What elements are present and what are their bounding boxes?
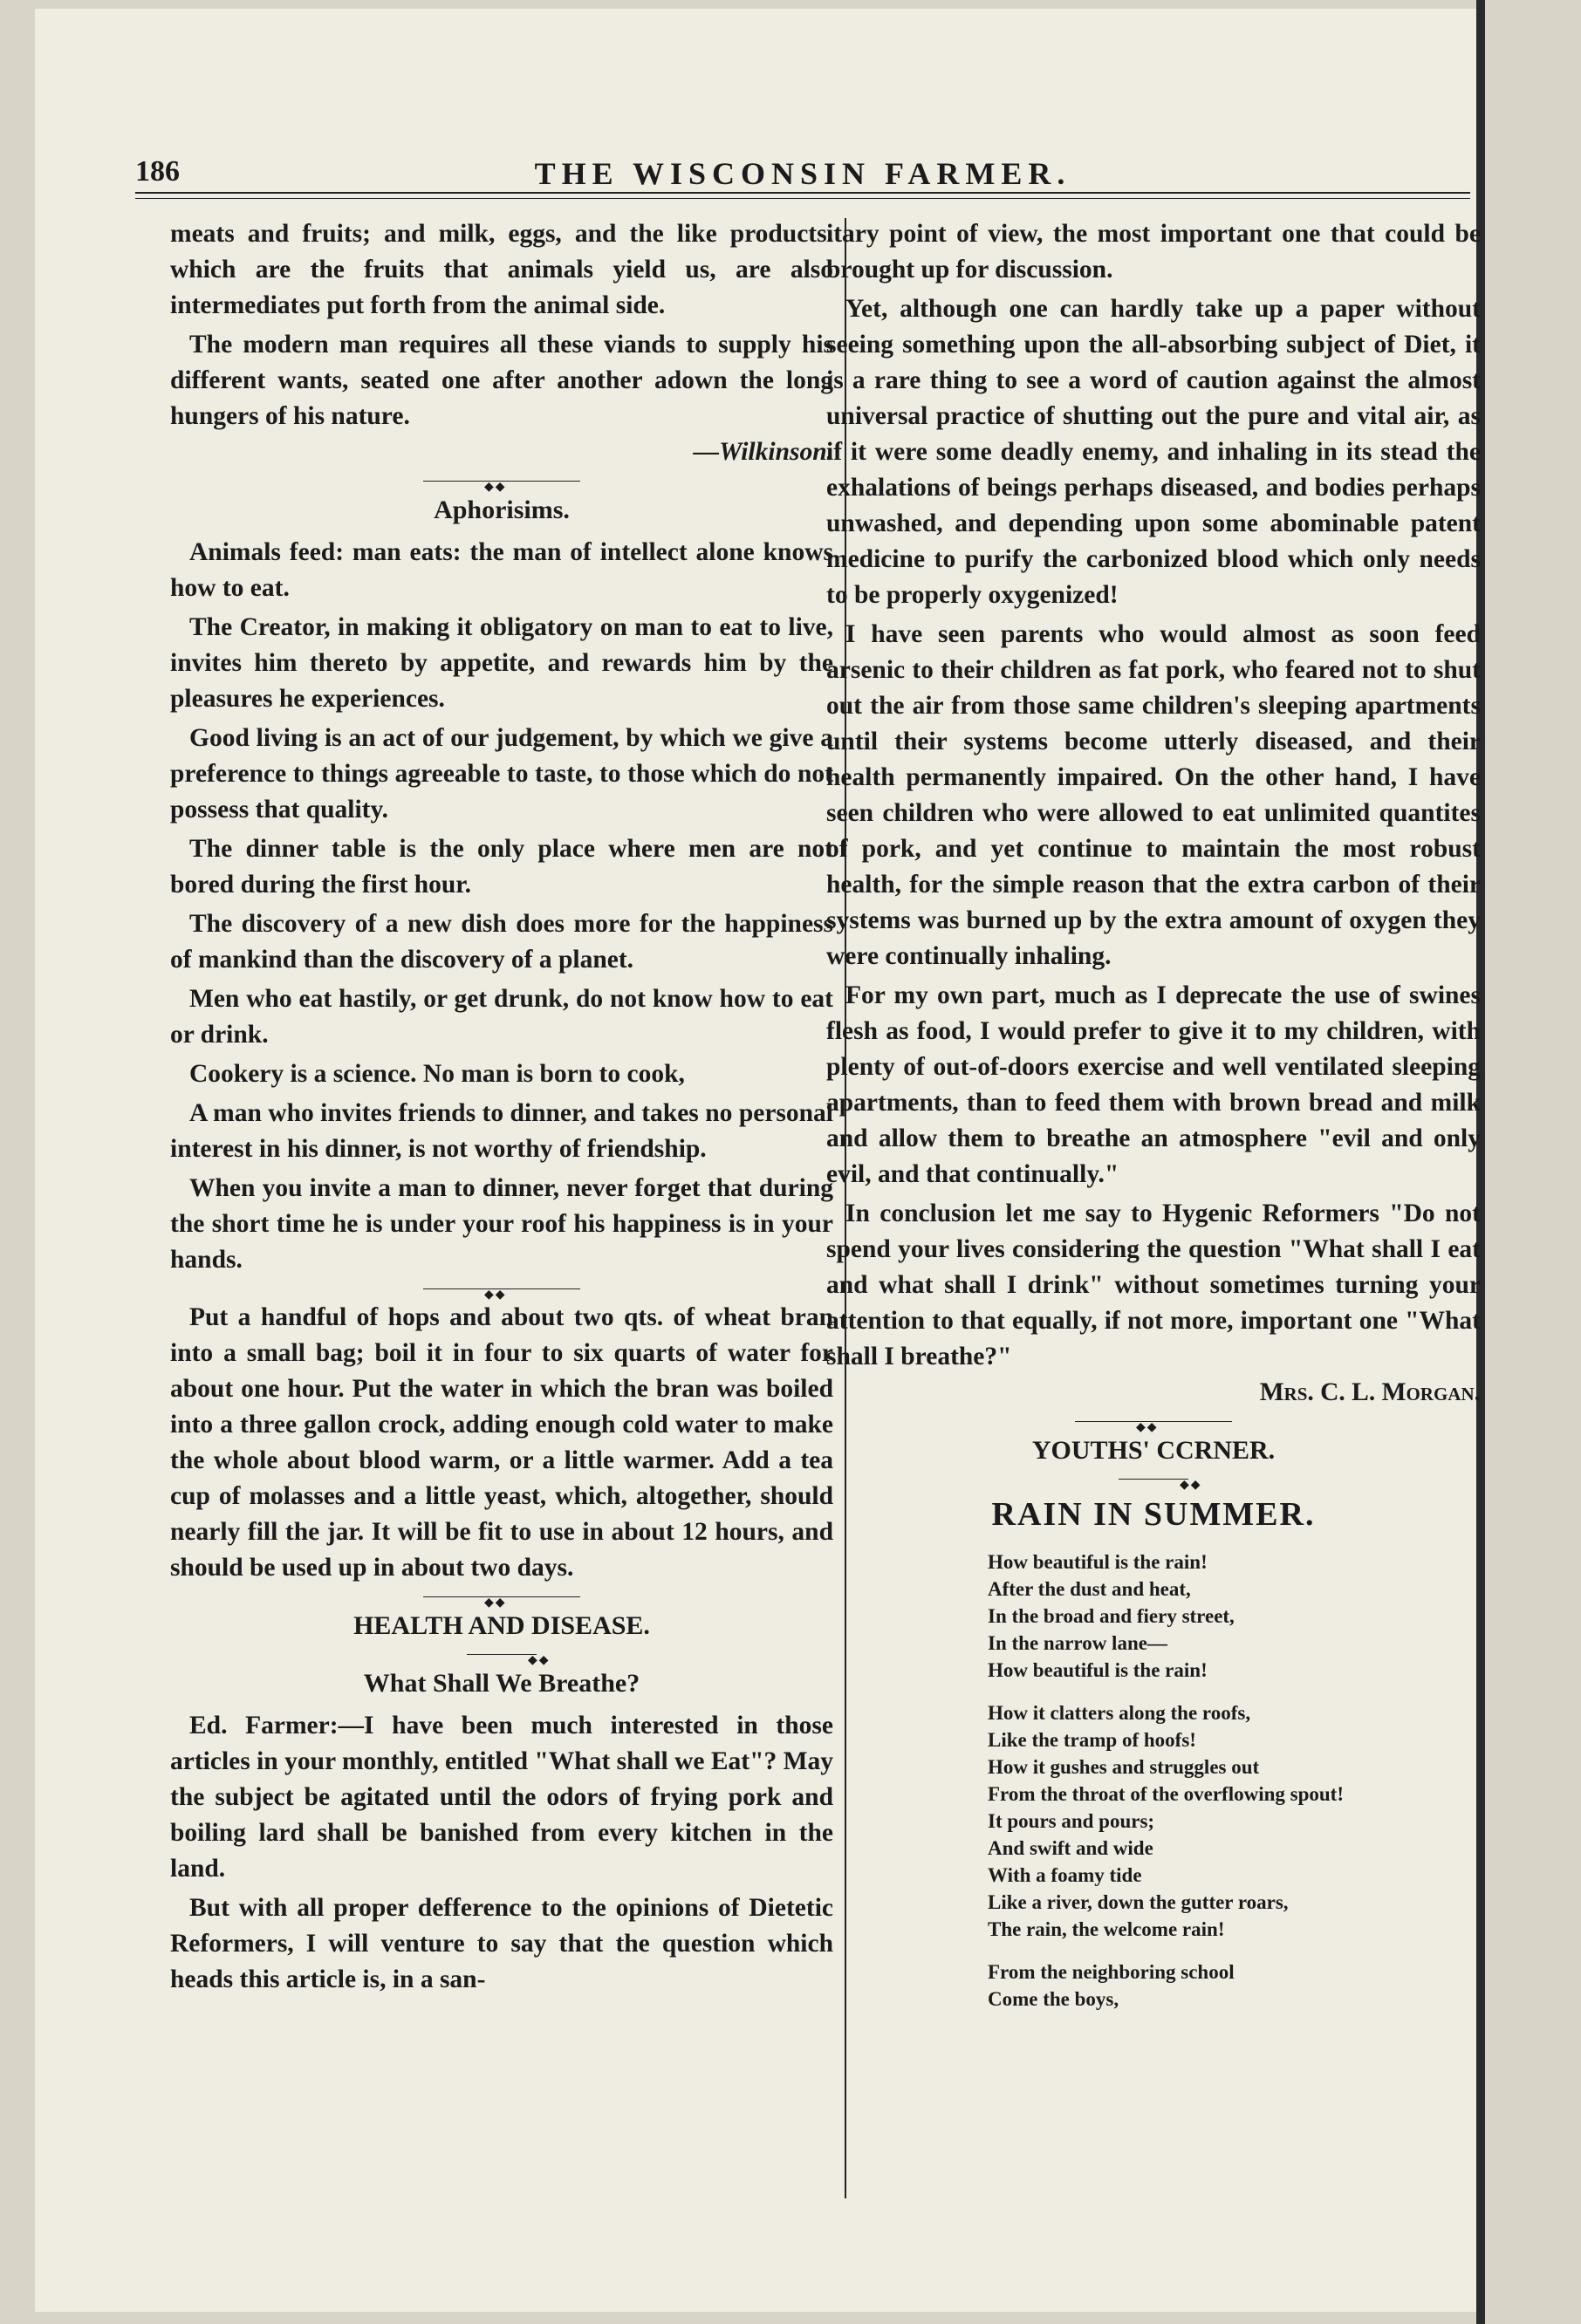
header-rule-thin: [135, 198, 1470, 199]
poem-line: How it gushes and struggles out: [988, 1756, 1260, 1778]
poem-line: How it clatters along the roofs,: [988, 1702, 1251, 1724]
poem-line: It pours and pours;: [988, 1810, 1155, 1832]
paragraph: Ed. Farmer:—I have been much interested in those articles in your monthly, entitled "What shall we Eat"? May the subject be agitated until the odors of frying pork and boiling lard shall be banished from every kitchen in the land.: [170, 1712, 833, 1883]
poem-line: How beautiful is the rain!: [988, 1659, 1208, 1681]
paragraph: But with all proper defference to the opinions of Dietetic Reformers, I will venture to say that the question which heads this article is, in a san-: [170, 1894, 833, 1993]
poem-line: Like a river, down the gutter roars,: [988, 1891, 1289, 1913]
aphorism: Animals feed: man eats: the man of intellect alone knows how to eat.: [170, 538, 833, 602]
aphorism: Cookery is a science. No man is born to cook,: [189, 1060, 685, 1088]
poem-line: With a foamy tide: [988, 1864, 1142, 1886]
signature: —Wilkinson.: [693, 438, 833, 466]
section-divider: [423, 1596, 580, 1597]
section-divider: [1075, 1421, 1232, 1422]
author-signature: Mrs. C. L. Morgan.: [1259, 1378, 1481, 1406]
poem-line: From the throat of the overflowing spout!: [988, 1783, 1344, 1805]
paragraph: In conclusion let me say to Hygenic Reformers "Do not spend your lives considering the question "What shall I eat and what shall I drink" without sometimes turning your attention to that equally, if not more, important one "What shall I breathe?": [826, 1200, 1481, 1370]
paragraph: Yet, although one can hardly take up a paper without seeing something upon the all-absorbing subject of Diet, it is a rare thing to see a word of caution against the almost universal practice of shutting out the pure and vital air, as if it were some deadly enemy, and inhaling in its stead the exhalations of beings perhaps diseased, and bodies perhaps unwashed, and depending upon some abominable patent medicine to purify the carbonized blood which only needs to be properly oxygenized!: [826, 295, 1481, 609]
poem-line: After the dust and heat,: [988, 1578, 1191, 1600]
poem-title: RAIN IN SUMMER.: [991, 1496, 1316, 1533]
section-divider: [1119, 1479, 1188, 1480]
section-heading: YOUTHS' CCRNER.: [1031, 1436, 1276, 1465]
right-column: [826, 216, 1481, 2028]
paragraph: itary point of view, the most important one that could be brought up for discussion.: [826, 220, 1481, 284]
section-divider: [423, 1288, 580, 1289]
recipe-paragraph: Put a handful of hops and about two qts. of wheat bran into a small bag; boil it in four to six quarts of water for about one hour. Put the water in which the bran was boiled into a three gallon crock, adding enough cold water to make the whole about blood warm, or a little warmer. Add a tea cup of molasses and a little yeast, which, altogether, should nearly fill the jar. It will be fit to use in about 12 hours, and should be used up in about two days.: [170, 1303, 833, 1582]
poem-line: From the neighboring school: [988, 1961, 1235, 1983]
poem-line: In the broad and fiery street,: [988, 1605, 1235, 1627]
page-number: 186: [135, 155, 180, 188]
aphorism: The Creator, in making it obligatory on man to eat to live, invites him thereto by appetite, and rewards him by the pleasures he experiences.: [170, 613, 833, 713]
poem-line: The rain, the welcome rain!: [988, 1918, 1225, 1940]
paragraph: For my own part, much as I deprecate the use of swines flesh as food, I would prefer to give it to my children, with plenty of out-of-doors exercise and well ventilated sleeping apartments, than to feed them with brown bread and milk and allow them to breathe an atmosphere "evil and only evil, and that continually.": [826, 981, 1481, 1188]
left-column: [170, 216, 833, 1998]
section-divider: [467, 1654, 537, 1655]
paragraph: meats and fruits; and milk, eggs, and the like products. which are the fruits that animals yield us, are also intermediates put forth from the animal side.: [170, 220, 833, 319]
aphorism: Men who eat hastily, or get drunk, do not know how to eat or drink.: [170, 985, 833, 1049]
aphorism: When you invite a man to dinner, never forget that during the short time he is under your roof his happiness is in your hands.: [170, 1174, 833, 1274]
poem-line: And swift and wide: [988, 1837, 1153, 1859]
paragraph: I have seen parents who would almost as soon feed arsenic to their children as fat pork, who feared not to shut out the air from those same children's sleeping apartments until their systems become utterly diseased, and their health permanently impaired. On the other hand, I have seen children who were allowed to eat unlimited quantites of pork, and yet continue to maintain the most robust health, for the simple reason that the extra carbon of their systems was burned up by the extra amount of oxygen they were continually inhaling.: [826, 620, 1481, 970]
poem-line: Like the tramp of hoofs!: [988, 1729, 1196, 1751]
poem: [988, 1548, 1481, 2013]
poem-line: How beautiful is the rain!: [988, 1551, 1208, 1573]
poem-line: Come the boys,: [988, 1988, 1119, 2010]
section-heading: Aphorisims.: [434, 496, 570, 524]
poem-line: In the narrow lane—: [988, 1632, 1167, 1654]
paragraph: The modern man requires all these viands to supply his different wants, seated one after another adown the long hungers of his nature.: [170, 331, 833, 430]
poem-stanza: [988, 1958, 1481, 2013]
aphorism: The discovery of a new dish does more for the happiness of mankind than the discovery of a planet.: [170, 910, 833, 974]
article-title: What Shall We Breathe?: [363, 1669, 640, 1698]
aphorism: Good living is an act of our judgement, by which we give a preference to things agreeable to taste, to those which do not possess that quality.: [170, 724, 833, 824]
poem-stanza: [988, 1548, 1481, 1684]
aphorism: A man who invites friends to dinner, and takes no personal interest in his dinner, is not worthy of friendship.: [170, 1099, 833, 1163]
section-heading: HEALTH AND DISEASE.: [353, 1611, 650, 1640]
poem-stanza: [988, 1699, 1481, 1943]
aphorism: The dinner table is the only place where men are not bored during the first hour.: [170, 835, 833, 899]
section-divider: [423, 481, 580, 482]
masthead-title: THE WISCONSIN FARMER.: [534, 156, 1071, 191]
header-rule: [135, 192, 1470, 194]
